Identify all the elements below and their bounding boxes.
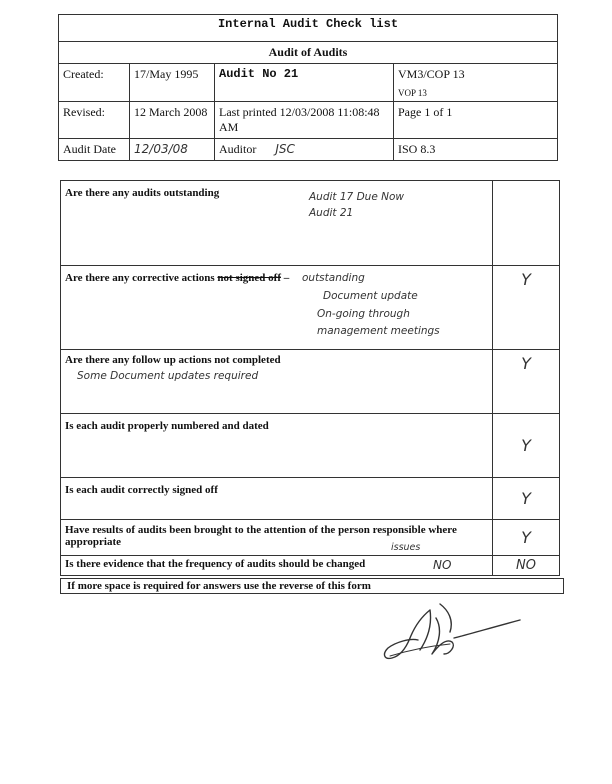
form-title: Internal Audit Check list [59,15,558,42]
checklist-table [60,180,560,576]
answer-note: On-going through [317,308,410,320]
struck-text: not signed off [217,272,281,284]
signature-mark [370,598,530,668]
answer-note: management meetings [317,325,440,337]
question-text: Is each audit correctly signed off [65,484,218,496]
question-cell [61,478,493,520]
question-row [61,266,560,350]
answer-cell: Y [493,478,560,520]
last-printed: Last printed 12/03/2008 11:08:48 AM [215,102,394,139]
question-text: Are there any follow up actions not completed [65,354,281,366]
reference-cell [394,64,558,102]
question-cell [61,350,493,414]
question-text: Are there any audits outstanding [65,187,220,199]
audit-number: Audit No 21 [215,64,394,102]
question-row [61,556,560,576]
auditor-label: Auditor [219,142,257,156]
question-text: Have results of audits been brought to the attention of the person responsible where appropriate [65,524,457,548]
question-row [61,520,560,556]
revised-label: Revised: [59,102,130,139]
created-label: Created: [59,64,130,102]
ref-sub: VOP 13 [398,88,427,98]
question-cell [61,520,493,556]
answer-note: Some Document updates required [77,370,259,382]
revised-value: 12 March 2008 [130,102,215,139]
header-table [58,14,558,161]
question-cell [61,414,493,478]
question-row [61,414,560,478]
answer-note: issues [391,542,421,553]
answer-cell [493,181,560,266]
question-row [61,181,560,266]
question-text-part: Are there any corrective actions [65,272,218,284]
page-count: Page 1 of 1 [394,102,558,139]
answer-cell: NO [493,556,560,576]
answer-cell: Y [493,414,560,478]
footer-note: If more space is required for answers use the reverse of this form [60,578,564,594]
answer-note: Document update [323,290,418,302]
answer-cell: Y [493,266,560,350]
question-cell [61,266,493,350]
answer-note: Audit 21 [309,207,354,219]
question-row [61,478,560,520]
audit-date-label: Audit Date [59,139,130,161]
form-subtitle: Audit of Audits [59,42,558,64]
question-text-part: – [280,272,290,284]
answer-cell: Y [493,520,560,556]
audit-date-value: 12/03/08 [130,139,215,161]
answer-note: Audit 17 Due Now [309,191,404,203]
question-cell [61,556,493,576]
created-value: 17/May 1995 [130,64,215,102]
auditor-value: JSC [275,142,295,156]
question-row [61,350,560,414]
question-text: Is there evidence that the frequency of audits should be changed [65,558,366,570]
question-text: Is each audit properly numbered and dated [65,420,269,432]
ref-code: VM3/COP 13 [398,67,465,81]
inline-note: outstanding [301,272,365,284]
question-text [65,272,488,284]
answer-note: NO [433,558,452,572]
answer-cell: Y [493,350,560,414]
iso-ref: ISO 8.3 [394,139,558,161]
question-cell [61,181,493,266]
auditor-cell [215,139,394,161]
